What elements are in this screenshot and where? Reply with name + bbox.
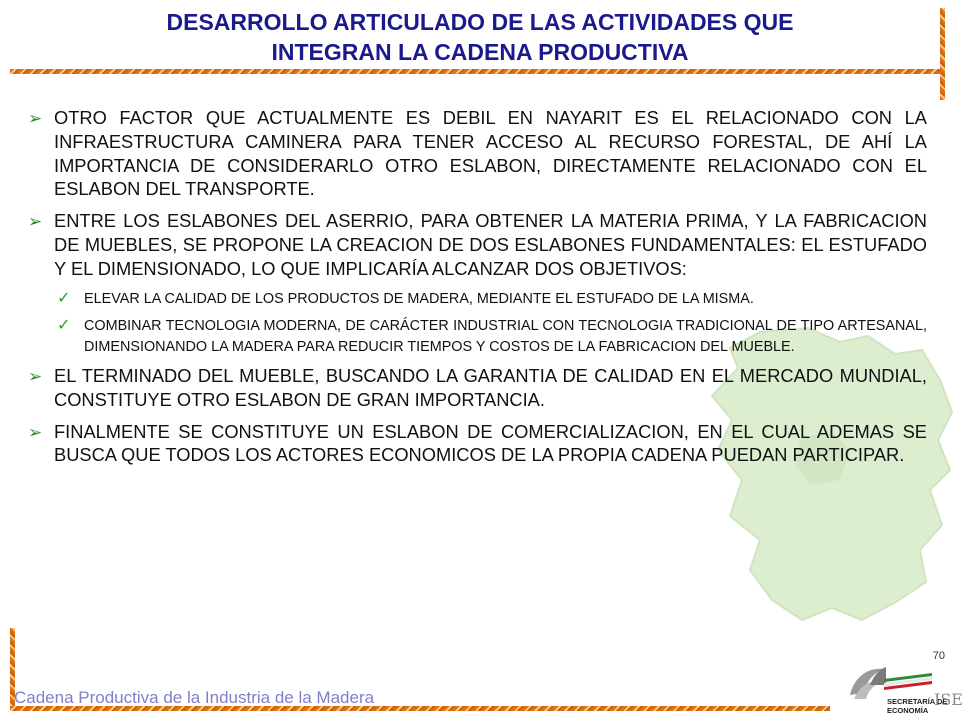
arrow-bullet-icon: ➢ <box>28 109 43 128</box>
bullet-item <box>28 209 927 280</box>
logo-text-economia: ECONOMÍA <box>887 706 929 715</box>
footer-text: Cadena Productiva de la Industria de la Madera <box>14 688 375 707</box>
slide-body <box>28 106 927 475</box>
top-rope-border <box>10 69 945 74</box>
arrow-bullet-icon: ➢ <box>28 367 43 387</box>
sub-bullet-text: ELEVAR LA CALIDAD DE LOS PRODUCTOS DE MADERA, MEDIANTE EL ESTUFADO DE LA MISMA. <box>84 290 754 307</box>
bullet-item <box>28 364 927 412</box>
bullet-text: ENTRE LOS ESLABONES DEL ASERRIO, PARA OBTENER LA MATERIA PRIMA, Y LA FABRICACION DE MUEBLES, SE PROPONE LA CREACION DE DOS ESLABONES FUNDAMENTALES: EL ESTUFADO Y EL DIMENSIONADO, LO QUE IMPLICARÍA ALCANZAR DOS OBJETIVOS: <box>54 210 927 279</box>
logo-mark-text: ISE <box>934 690 963 709</box>
arrow-bullet-icon: ➢ <box>28 422 43 442</box>
bullet-text: FINALMENTE SE CONSTITUYE UN ESLABON DE COMERCIALIZACION, EN EL CUAL ADEMAS SE BUSCA QUE TODOS LOS ACTORES ECONOMICOS DE LA PROPIA CADENA PUEDAN PARTICIPAR. <box>54 420 927 466</box>
checkmark-icon: ✓ <box>57 289 71 307</box>
sub-bullet-item <box>28 289 927 310</box>
bullet-text: EL TERMINADO DEL MUEBLE, BUSCANDO LA GARANTIA DE CALIDAD EN EL MERCADO MUNDIAL, CONSTITUYE OTRO ESLABON DE GRAN IMPORTANCIA. <box>54 365 927 410</box>
checkmark-icon: ✓ <box>57 317 71 335</box>
bullet-item <box>28 106 927 201</box>
logo-text-secretaria: SECRETARÍA DE <box>887 697 948 706</box>
arrow-bullet-icon: ➢ <box>28 212 43 232</box>
page-number: 70 <box>932 650 945 662</box>
slide-title-line-1: DESARROLLO ARTICULADO DE LAS ACTIVIDADES QUE <box>166 9 794 35</box>
bullet-item <box>28 420 927 468</box>
slide-title-line-2: INTEGRAN LA CADENA PRODUCTIVA <box>271 39 689 65</box>
bullet-text: OTRO FACTOR QUE ACTUALMENTE ES DEBIL EN NAYARIT ES EL RELACIONADO CON LA INFRAESTRUCTURA CAMINERA PARA TENER ACCESO AL RECURSO FORESTAL, DE AHÍ LA IMPORTANCIA DE CONSIDERARLO OTRO ESLABON, DIRECTAMENTE RELACIONADO CON EL ESLABON DEL TRANSPORTE. <box>54 107 927 200</box>
sub-bullet-text: COMBINAR TECNOLOGIA MODERNA, DE CARÁCTER INDUSTRIAL CON TECNOLOGIA TRADICIONAL DE TIPO ARTESANAL, DIMENSIONANDO LA MADERA PARA REDUCIR TIEMPOS Y COSTOS DE LA FABRICACION DEL MUEBLE. <box>84 318 927 355</box>
sub-bullet-item <box>28 316 927 357</box>
